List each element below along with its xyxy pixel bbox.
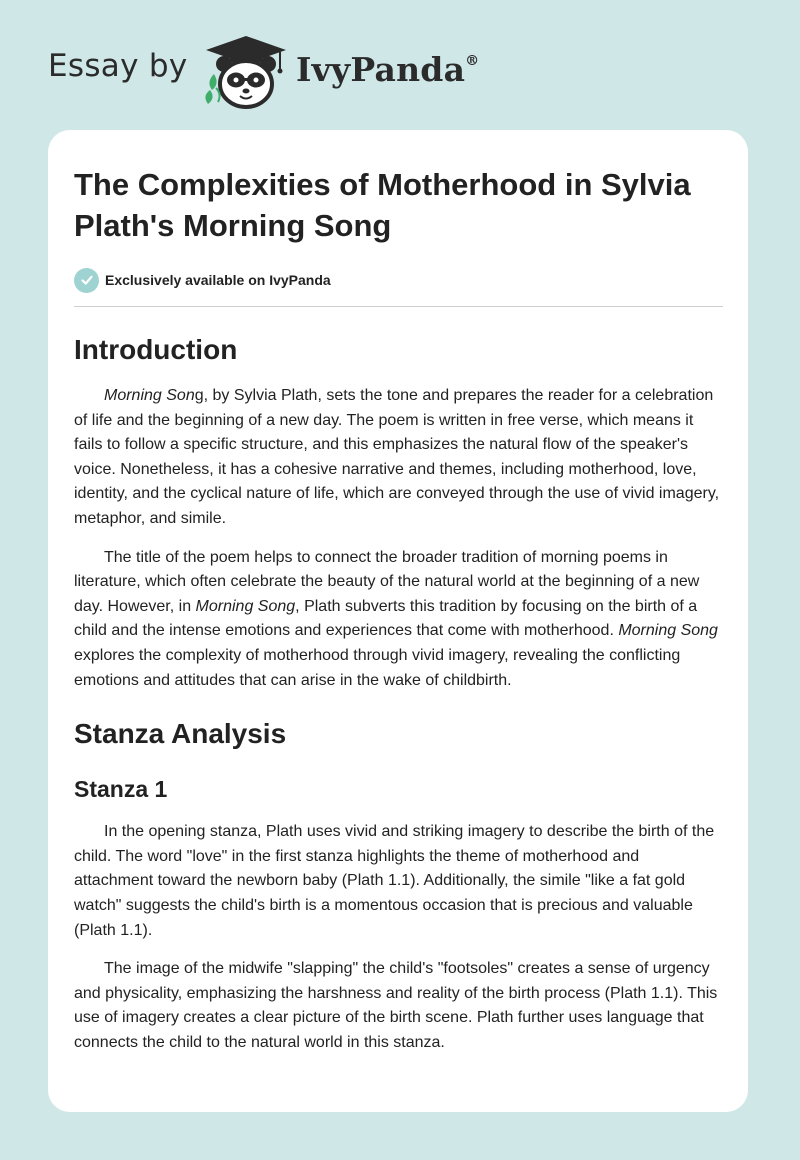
exclusive-badge: [74, 266, 722, 294]
panda-graduate-icon: [200, 34, 292, 110]
intro-paragraph-2-part1: The title of the poem helps to connect the broader tradition of morning poems in literature, which often celebrate the beauty of the natural world at the beginning of a new day. However, in: [74, 548, 700, 615]
intro-paragraph-2: [74, 546, 722, 694]
intro-paragraph-2-part2: , Plath subverts this tradition by focusing on the birth of a child and the intense emotions and experiences that come with motherhood.: [74, 597, 698, 640]
article-card: [48, 130, 748, 1112]
registered-mark: ®: [465, 53, 480, 69]
intro-paragraph-1: [74, 384, 722, 532]
exclusive-label: Exclusively available on IvyPanda: [105, 272, 331, 288]
poem-title-em: Morning Son: [104, 387, 195, 404]
intro-paragraph-1-text: g, by Sylvia Plath, sets the tone and prepares the reader for a celebration of life and the beginning of a new day. The poem is written in free verse, which means it fails to follow a specific structure, and this emphasizes the natural flow of the speaker's voice. Nonetheless, it has a cohesive narrative and themes, including motherhood, love, identity, and the cyclical nature of life, which are conveyed through the use of vivid imagery, metaphor, and simile.: [74, 387, 720, 527]
stanza-1-paragraph-1: In the opening stanza, Plath uses vivid and striking imagery to describe the birth of the child. The word "love" in the first stanza highlights the theme of motherhood and attachment toward the newborn baby (Plath 1.1). Additionally, the simile "like a fat gold watch" suggests the child's birth is a momentous occasion that is precious and valuable (Plath 1.1).: [74, 823, 715, 939]
brand-text: IvyPanda: [296, 50, 466, 89]
heading-stanza-1: Stanza 1: [74, 776, 168, 803]
essay-by-label: Essay by: [48, 48, 188, 84]
stanza-1-paragraph-2: The image of the midwife "slapping" the child's "footsoles" creates a sense of urgency and physicality, emphasizing the harshness and reality of the birth process (Plath 1.1). This use of imagery creates a clear picture of the birth scene. Plath further uses language that connects the child to the natural world in this stanza.: [74, 960, 718, 1051]
title-divider: [74, 306, 723, 307]
poem-title-em: Morning Song: [195, 597, 296, 615]
article-content: [74, 164, 722, 1055]
poem-title-em: Morning Song: [618, 622, 718, 640]
header: [0, 0, 800, 130]
brand-name[interactable]: [296, 50, 479, 89]
intro-paragraph-2-part3: explores the complexity of motherhood through vivid imagery, revealing the conflicting emotions and attitudes that can arise in the wake of childbirth.: [74, 646, 681, 689]
heading-introduction: Introduction: [74, 334, 238, 365]
heading-stanza-analysis: Stanza Analysis: [74, 718, 287, 750]
article-title: The Complexities of Motherhood in Sylvia Plath's Morning Song: [74, 167, 691, 243]
check-icon: [74, 268, 99, 293]
